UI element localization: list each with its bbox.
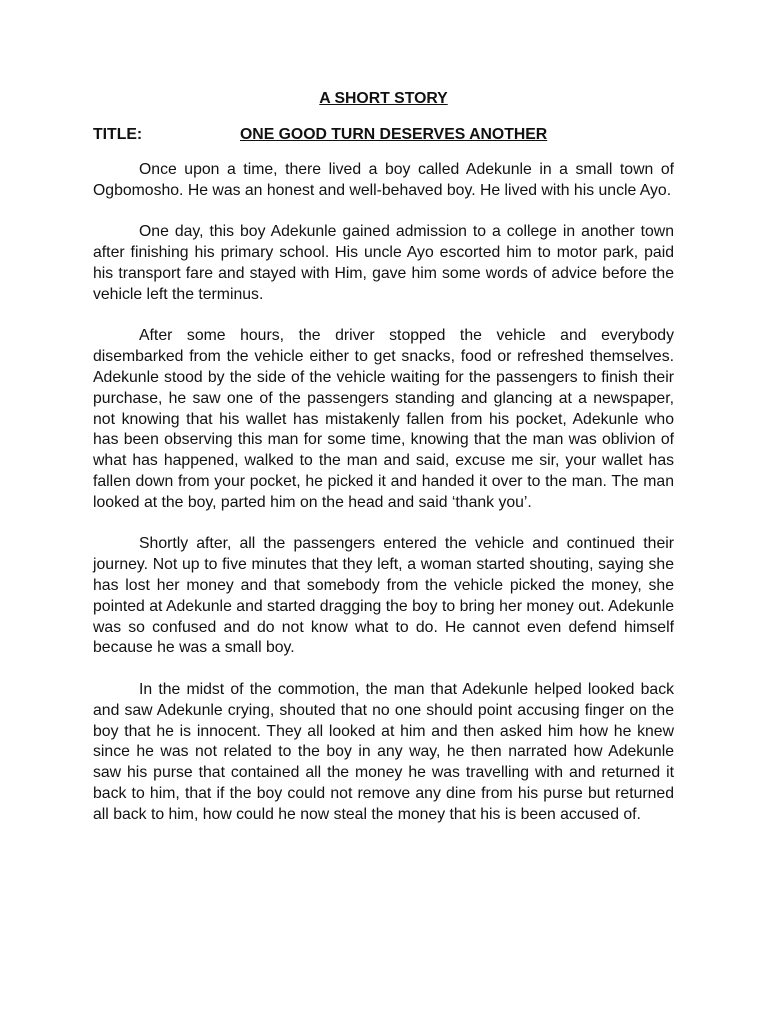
paragraph-2: One day, this boy Adekunle gained admission to a college in another town after finishing his primary school. His uncle Ayo escorted him to motor park, paid his transport fare and stayed with Him, gave him some words of advice before the vehicle left the terminus. [93, 223, 674, 303]
paragraph-1: Once upon a time, there lived a boy called Adekunle in a small town of Ogbomosho. He was an honest and well-behaved boy. He lived with his uncle Ayo. [93, 161, 674, 199]
paragraph-4: Shortly after, all the passengers entered the vehicle and continued their journey. Not up to five minutes that they left, a woman started shouting, saying she has lost her money and that somebody from the vehicle picked the money, she pointed at Adekunle and started dragging the boy to bring her money out. Adekunle was so confused and do not know what to do. He cannot even defend himself because he was a small boy. [93, 535, 674, 657]
document-heading: A SHORT STORY [319, 90, 448, 107]
title-label: TITLE: [93, 126, 143, 143]
story-title: ONE GOOD TURN DESERVES ANOTHER [240, 126, 548, 143]
paragraph-5: In the midst of the commotion, the man that Adekunle helped looked back and saw Adekunle crying, shouted that no one should point accusing finger on the boy that he is innocent. They all looked at him and then asked him how he knew since he was not related to the boy in any way, he then narrated how Adekunle saw his purse that contained all the money he was travelling with and returned it back to him, that if the boy could not remove any dine from his purse but returned all back to him, how could he now steal the money that his is been accused of. [93, 680, 674, 823]
paragraph-3: After some hours, the driver stopped the vehicle and everybody disembarked from the vehicle either to get snacks, food or refreshed themselves. Adekunle stood by the side of the vehicle waiting for the passengers to finish their purchase, he saw one of the passengers standing and glancing at a newspaper, not knowing that his wallet has mistakenly fallen from his pocket, Adekunle who has been observing this man for some time, knowing that the man was oblivion of what has happened, walked to the man and said, excuse me sir, your wallet has fallen down from your pocket, he picked it and handed it over to the man. The man looked at the boy, parted him on the head and said ‘thank you’. [93, 327, 674, 511]
document-page [93, 89, 674, 826]
title-row [93, 125, 674, 145]
